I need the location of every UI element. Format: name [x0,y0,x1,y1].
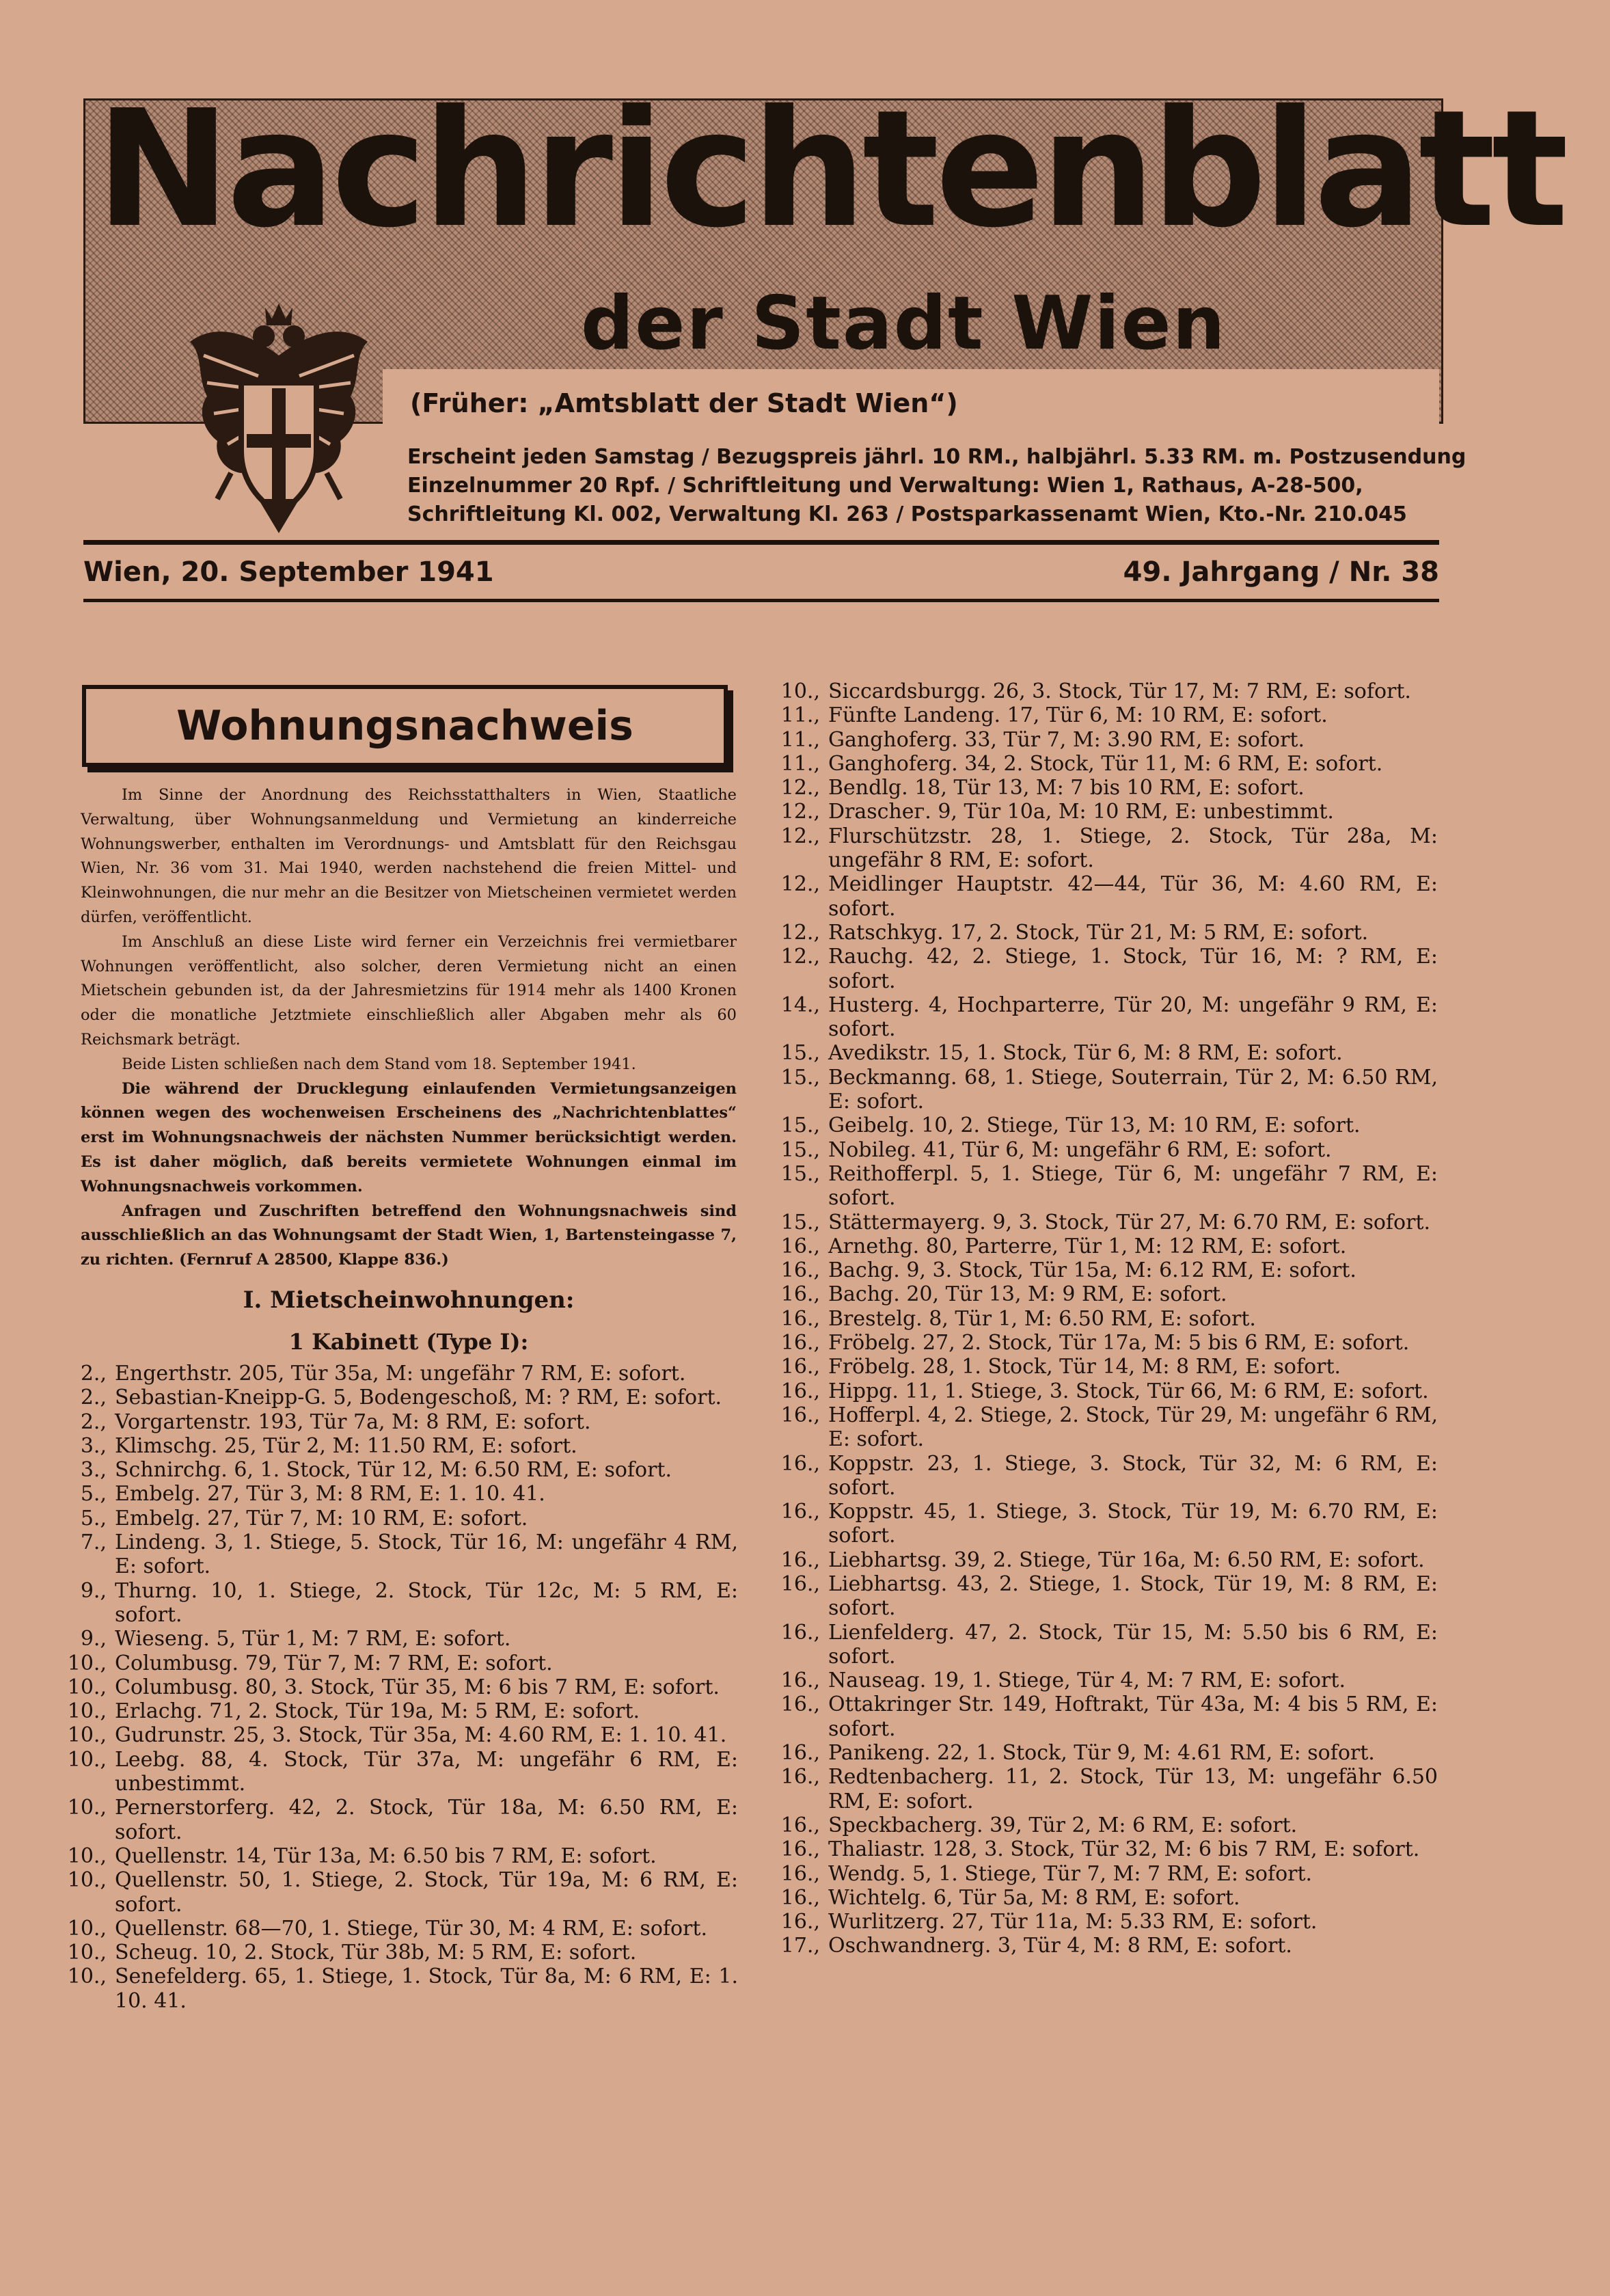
listing-text: Liebhartsg. 43, 2. Stiege, 1. Stock, Tür 19, M: 8 RM, E: sofort. [828,1571,1438,1621]
listing-text: Fröbelg. 27, 2. Stock, Tür 17a, M: 5 bis 6 RM, E: sofort. [828,1331,1410,1355]
district-number: 16., [780,1355,820,1379]
listing-text: Nauseag. 19, 1. Stiege, Tür 4, M: 7 RM, E: sofort. [828,1669,1346,1693]
district-number: 3., [80,1458,107,1483]
listing-text: Speckbacherg. 39, Tür 2, M: 6 RM, E: sofort. [828,1813,1298,1837]
listing-entry [41,1386,738,1409]
listing-text: Reithofferpl. 5, 1. Stiege, Tür 6, M: ungefähr 7 RM, E: sofort. [828,1161,1438,1211]
listing-text: Oschwandnerg. 3, Tür 4, M: 8 RM, E: sofort. [828,1934,1292,1958]
article-heading: Wohnungsnachweis [82,685,728,767]
district-number: 10., [67,1699,107,1724]
listing-entry [754,824,1438,873]
listing-entry [754,1379,1438,1403]
listing-text: Quellenstr. 68—70, 1. Stiege, Tür 30, M: 4 RM, E: sofort. [115,1916,707,1941]
district-number: 9., [80,1578,107,1603]
district-number: 10., [780,679,820,703]
district-number: 16., [780,1885,820,1910]
district-number: 16., [780,1910,820,1934]
listing-entry [754,1113,1438,1137]
district-number: 16., [780,1234,820,1258]
listing-entry [754,1452,1438,1500]
listing-text: Arnethg. 80, Parterre, Tür 1, M: 12 RM, E: sofort. [828,1234,1347,1258]
listing-entry [754,1741,1438,1765]
listing-text: Fröbelg. 28, 1. Stock, Tür 14, M: 8 RM, E: sofort. [828,1355,1341,1379]
listing-text: Wendg. 5, 1. Stiege, Tür 7, M: 7 RM, E: sofort. [828,1861,1313,1886]
district-number: 7., [80,1530,107,1555]
listing-text: Liebhartsg. 39, 2. Stiege, Tür 16a, M: 6.50 RM, E: sofort. [828,1548,1425,1572]
listing-entry [754,752,1438,776]
district-number: 2., [80,1362,107,1386]
listing-entry [41,1675,738,1699]
district-number: 11., [780,703,820,728]
listing-entry [754,1403,1438,1452]
listing-text: Gudrunstr. 25, 3. Stock, Tür 35a, M: 4.60 RM, E: 1. 10. 41. [115,1723,727,1748]
district-number: 15., [780,1210,820,1234]
listing-entry [754,1572,1438,1621]
listing-text: Redtenbacherg. 11, 2. Stock, Tür 13, M: ungefähr 6.50 RM, E: sofort. [828,1765,1438,1813]
listing-text: Pernerstorferg. 42, 2. Stock, Tür 18a, M: 6.50 RM, E: sofort. [115,1796,738,1844]
listing-text: Brestelg. 8, Tür 1, M: 6.50 RM, E: sofort. [828,1306,1256,1331]
info-line: Erscheint jeden Samstag / Bezugspreis jährl. 10 RM., halbjährl. 5.33 RM. m. Postzusendung [407,445,1466,469]
district-number: 10., [67,1796,107,1820]
district-number: 17., [780,1934,820,1958]
district-number: 16., [780,1669,820,1693]
district-number: 16., [780,1548,820,1572]
listing-entry [41,1362,738,1386]
info-line: Schriftleitung Kl. 002, Verwaltung Kl. 263 / Postsparkassenamt Wien, Kto.-Nr. 210.045 [407,502,1407,526]
district-number: 3., [80,1433,107,1458]
listing-entry [41,1507,738,1530]
listing-entry [41,1917,738,1941]
district-number: 16., [780,1379,820,1403]
listing-entry [41,1748,738,1796]
listing-text: Scheug. 10, 2. Stock, Tür 38b, M: 5 RM, E: sofort. [115,1941,637,1965]
listing-entry [754,776,1438,800]
listing-text: Rauchg. 42, 2. Stiege, 1. Stock, Tür 16, M: ? RM, E: sofort. [828,945,1438,993]
listing-entry [754,703,1438,727]
district-number: 16., [780,1765,820,1789]
listing-text: Vorgartenstr. 193, Tür 7a, M: 8 RM, E: sofort. [115,1409,591,1434]
listing-text: Ottakringer Str. 149, Hoftrakt, Tür 43a, M: 4 bis 5 RM, E: sofort. [828,1692,1438,1741]
listing-text: Thaliastr. 128, 3. Stock, Tür 32, M: 6 bis 7 RM, E: sofort. [828,1837,1420,1862]
listing-text: Sebastian-Kneipp-G. 5, Bodengeschoß, M: ? RM, E: sofort. [115,1386,722,1410]
article-intro [81,783,737,1273]
district-number: 12., [780,800,820,824]
listing-text: Meidlinger Hauptstr. 42—44, Tür 36, M: 4.60 RM, E: sofort. [828,872,1438,921]
listing-text: Hippg. 11, 1. Stiege, 3. Stock, Tür 66, M: 6 RM, E: sofort. [828,1379,1429,1403]
rule-bottom [83,599,1439,602]
listing-text: Lienfelderg. 47, 2. Stock, Tür 15, M: 5.50 bis 6 RM, E: sofort. [828,1620,1438,1669]
listing-text: Lindeng. 3, 1. Stiege, 5. Stock, Tür 16, M: ungefähr 4 RM, E: sofort. [115,1530,738,1579]
district-number: 15., [780,1161,820,1186]
listing-text: Bachg. 20, Tür 13, M: 9 RM, E: sofort. [828,1282,1227,1307]
section-title: I. Mietscheinwohnungen: [243,1286,575,1314]
intro-paragraph-bold: Die während der Drucklegung einlaufenden Vermietungsanzeigen können wegen des wochenweisen Erscheinens des „Nachrichtenblattes“ erst im Wohnungsnachweis der nächsten Nummer berücksichtigt werden. Es ist daher möglich, daß bereits vermietete Wohnungen einmal im Wohnungsnachweis vorkommen. [81,1079,737,1196]
subsection-title: 1 Kabinett (Type I): [288,1329,529,1355]
listing-entry [754,1211,1438,1234]
listing-text: Avedikstr. 15, 1. Stock, Tür 6, M: 8 RM, E: sofort. [828,1041,1343,1066]
district-number: 11., [780,727,820,752]
district-number: 5., [80,1482,107,1507]
listing-entry [754,1234,1438,1258]
listing-entry [754,1500,1438,1548]
listing-entry [754,1765,1438,1813]
listing-entry [41,1796,738,1844]
district-number: 12., [780,776,820,800]
listing-entry [41,1530,738,1579]
masthead-subtitle: der Stadt Wien [581,281,1227,366]
listing-entry [754,921,1438,945]
intro-paragraph: Beide Listen schließen nach dem Stand vom 18. September 1941. [122,1055,636,1073]
listing-text: Bachg. 9, 3. Stock, Tür 15a, M: 6.12 RM, E: sofort. [828,1258,1356,1283]
intro-paragraph-bold: Anfragen und Zuschriften betreffend den Wohnungsnachweis sind ausschließlich an das Wohnungsamt der Stadt Wien, 1, Bartensteingasse 7, zu richten. (Fernruf A 28500, Klappe 836.) [81,1202,737,1269]
listing-text: Fünfte Landeng. 17, Tür 6, M: 10 RM, E: sofort. [828,703,1328,728]
listing-text: Draschег. 9, Tür 10a, M: 10 RM, E: unbestimmt. [828,800,1334,824]
district-number: 16., [780,1331,820,1355]
listing-entry [41,1964,738,2013]
listing-entry [754,1282,1438,1306]
former-title: (Früher: „Amtsblatt der Stadt Wien“) [410,388,958,418]
issue-number: 49. Jahrgang / Nr. 38 [1123,556,1439,588]
listing-entry [41,1844,738,1868]
listing-entry [754,1862,1438,1886]
listing-entry [754,993,1438,1042]
district-number: 12., [780,920,820,945]
district-number: 2., [80,1386,107,1410]
listing-text: Geibelg. 10, 2. Stiege, Tür 13, M: 10 RM, E: sofort. [828,1113,1361,1138]
district-number: 15., [780,1041,820,1066]
district-number: 16., [780,1500,820,1524]
district-number: 12., [780,945,820,969]
district-number: 16., [780,1306,820,1331]
district-number: 16., [780,1861,820,1886]
listing-entry [754,1138,1438,1162]
listing-entry [754,679,1438,703]
district-number: 16., [780,1282,820,1307]
intro-paragraph: Im Sinne der Anordnung des Reichsstatthalters in Wien, Staatliche Verwaltung, über Wohnungsanmeldung und Vermietung an kinderreiche Wohnungswerber, enthalten im Verordnungs- und Amtsblatt für den Reichsgau Wien, Nr. 36 vom 31. Mai 1940, werden nachstehend die freien Mittel- und Kleinwohnungen, die nur mehr an die Besitzer von Mietscheinen vermietet werden dürfen, veröffentlicht. [81,786,737,926]
listing-entry [754,1066,1438,1114]
listing-text: Embelg. 27, Tür 7, M: 10 RM, E: sofort. [115,1506,528,1530]
district-number: 16., [780,1571,820,1596]
publication-info [407,443,1466,529]
listing-text: Ganghoferg. 34, 2. Stock, Tür 11, M: 6 RM, E: sofort. [828,751,1383,776]
district-number: 16., [780,1813,820,1837]
listing-entry [754,1162,1438,1211]
district-number: 10., [67,1964,107,1989]
listing-entry [41,1579,738,1628]
listing-text: Panikeng. 22, 1. Stock, Tür 9, M: 4.61 RM, E: sofort. [828,1741,1375,1766]
listing-text: Koppstr. 45, 1. Stiege, 3. Stock, Tür 19, M: 6.70 RM, E: sofort. [828,1500,1438,1548]
district-number: 16., [780,1451,820,1476]
listing-entry [754,1837,1438,1861]
district-number: 15., [780,1137,820,1162]
listing-text: Husterg. 4, Hochparterre, Tür 20, M: ungefähr 9 RM, E: sofort. [828,992,1438,1042]
listing-text: Leebg. 88, 4. Stock, Tür 37a, M: ungefähr 6 RM, E: unbestimmt. [115,1747,738,1796]
listing-entry [41,1868,738,1917]
listing-text: Nobileg. 41, Tür 6, M: ungefähr 6 RM, E: sofort. [828,1137,1332,1162]
listing-text: Koppstr. 23, 1. Stiege, 3. Stock, Tür 32, M: 6 RM, E: sofort. [828,1451,1438,1500]
listing-text: Columbusg. 79, Tür 7, M: 7 RM, E: sofort. [115,1651,553,1675]
listing-entry [754,1307,1438,1331]
listing-entry [754,1692,1438,1741]
listing-text: Wieseng. 5, Tür 1, M: 7 RM, E: sofort. [115,1627,511,1651]
district-number: 14., [780,992,820,1017]
listing-text: Columbusg. 80, 3. Stock, Tür 35, M: 6 bis 7 RM, E: sofort. [115,1675,720,1699]
district-number: 10., [67,1723,107,1748]
district-number: 12., [780,872,820,897]
listing-entry [41,1410,738,1434]
listing-entry [754,1669,1438,1692]
listing-text: Engerthstr. 205, Tür 35a, M: ungefähr 7 RM, E: sofort. [115,1362,686,1386]
listing-entry [754,1910,1438,1934]
listing-entry [41,1651,738,1675]
listing-text: Senefelderg. 65, 1. Stiege, 1. Stock, Tür 8a, M: 6 RM, E: 1. 10. 41. [115,1964,738,2013]
district-number: 10., [67,1843,107,1868]
listing-text: Quellenstr. 14, Tür 13a, M: 6.50 bis 7 RM, E: sofort. [115,1843,657,1868]
district-number: 15., [780,1065,820,1090]
district-number: 15., [780,1113,820,1138]
listing-entry [754,1813,1438,1837]
listing-entry [754,1041,1438,1065]
listing-entry [754,1548,1438,1572]
listing-text: Stättermayerg. 9, 3. Stock, Tür 27, M: 6.70 RM, E: sofort. [828,1210,1431,1234]
listing-entry [754,1258,1438,1282]
listing-entry [754,872,1438,921]
district-number: 10., [67,1747,107,1772]
listing-entry [41,1434,738,1458]
listing-entry [754,1886,1438,1910]
left-listing [41,1362,738,2013]
listing-text: Quellenstr. 50, 1. Stiege, 2. Stock, Tür 19a, M: 6 RM, E: sofort. [115,1868,738,1917]
listing-entry [754,1621,1438,1669]
district-number: 5., [80,1506,107,1530]
district-number: 16., [780,1692,820,1717]
listing-text: Thurng. 10, 1. Stiege, 2. Stock, Tür 12c, M: 5 RM, E: sofort. [115,1578,738,1627]
listing-entry [754,1934,1438,1958]
district-number: 16., [780,1741,820,1766]
intro-paragraph: Im Anschluß an diese Liste wird ferner ein Verzeichnis frei vermietbarer Wohnungen veröffentlicht, also solcher, deren Vermietung nicht an einen Mietschein gebunden ist, da der Jahresmietzins für 1914 mehr als 1400 Kronen oder die monatliche Jetztmiete einschließlich aller Abgaben mehr als 60 Reichsmark beträgt. [81,932,737,1049]
listing-entry [41,1458,738,1482]
district-number: 10., [67,1651,107,1675]
listing-entry [41,1482,738,1506]
listing-text: Schnirchg. 6, 1. Stock, Tür 12, M: 6.50 RM, E: sofort. [115,1458,672,1483]
listing-text: Klimschg. 25, Tür 2, M: 11.50 RM, E: sofort. [115,1433,577,1458]
listing-entry [41,1627,738,1651]
district-number: 16., [780,1258,820,1283]
district-number: 16., [780,1620,820,1645]
district-number: 11., [780,751,820,776]
vienna-eagle-crest-icon [176,294,381,540]
listing-text: Beckmanng. 68, 1. Stiege, Souterrain, Tür 2, M: 6.50 RM, E: sofort. [828,1065,1438,1114]
listing-entry [41,1941,738,1964]
listing-entry [754,800,1438,824]
right-listing [754,679,1438,1958]
listing-entry [41,1723,738,1747]
info-line: Einzelnummer 20 Rpf. / Schriftleitung und Verwaltung: Wien 1, Rathaus, A-28-500, [407,474,1363,498]
district-number: 2., [80,1409,107,1434]
district-number: 10., [67,1916,107,1941]
listing-entry [754,945,1438,993]
district-number: 12., [780,824,820,848]
district-number: 10., [67,1941,107,1965]
listing-text: Embelg. 27, Tür 3, M: 8 RM, E: 1. 10. 41. [115,1482,545,1507]
listing-text: Ratschkyg. 17, 2. Stock, Tür 21, M: 5 RM, E: sofort. [828,920,1369,945]
listing-entry [41,1699,738,1723]
district-number: 16., [780,1403,820,1427]
listing-text: Wurlitzerg. 27, Tür 11a, M: 5.33 RM, E: sofort. [828,1910,1318,1934]
listing-text: Flurschützstr. 28, 1. Stiege, 2. Stock, Tür 28a, M: ungefähr 8 RM, E: sofort. [828,824,1438,873]
listing-text: Ganghoferg. 33, Tür 7, M: 3.90 RM, E: sofort. [828,727,1305,752]
listing-text: Bendlg. 18, Tür 13, M: 7 bis 10 RM, E: sofort. [828,776,1305,800]
listing-text: Siccardsburgg. 26, 3. Stock, Tür 17, M: 7 RM, E: sofort. [828,679,1411,703]
listing-entry [754,728,1438,752]
listing-text: Erlachg. 71, 2. Stock, Tür 19a, M: 5 RM, E: sofort. [115,1699,640,1724]
listing-text: Wichtelg. 6, Tür 5a, M: 8 RM, E: sofort. [828,1885,1240,1910]
district-number: 10., [67,1675,107,1699]
listing-entry [754,1331,1438,1355]
district-number: 10., [67,1868,107,1893]
district-number: 9., [80,1627,107,1651]
listing-text: Hofferpl. 4, 2. Stiege, 2. Stock, Tür 29, M: ungefähr 6 RM, E: sofort. [828,1403,1438,1452]
district-number: 16., [780,1837,820,1862]
issue-date: Wien, 20. September 1941 [83,556,494,588]
listing-entry [754,1355,1438,1379]
masthead-title: Nachrichtenblatt [96,75,1565,263]
rule-top [83,540,1439,545]
dateline [83,556,1439,588]
